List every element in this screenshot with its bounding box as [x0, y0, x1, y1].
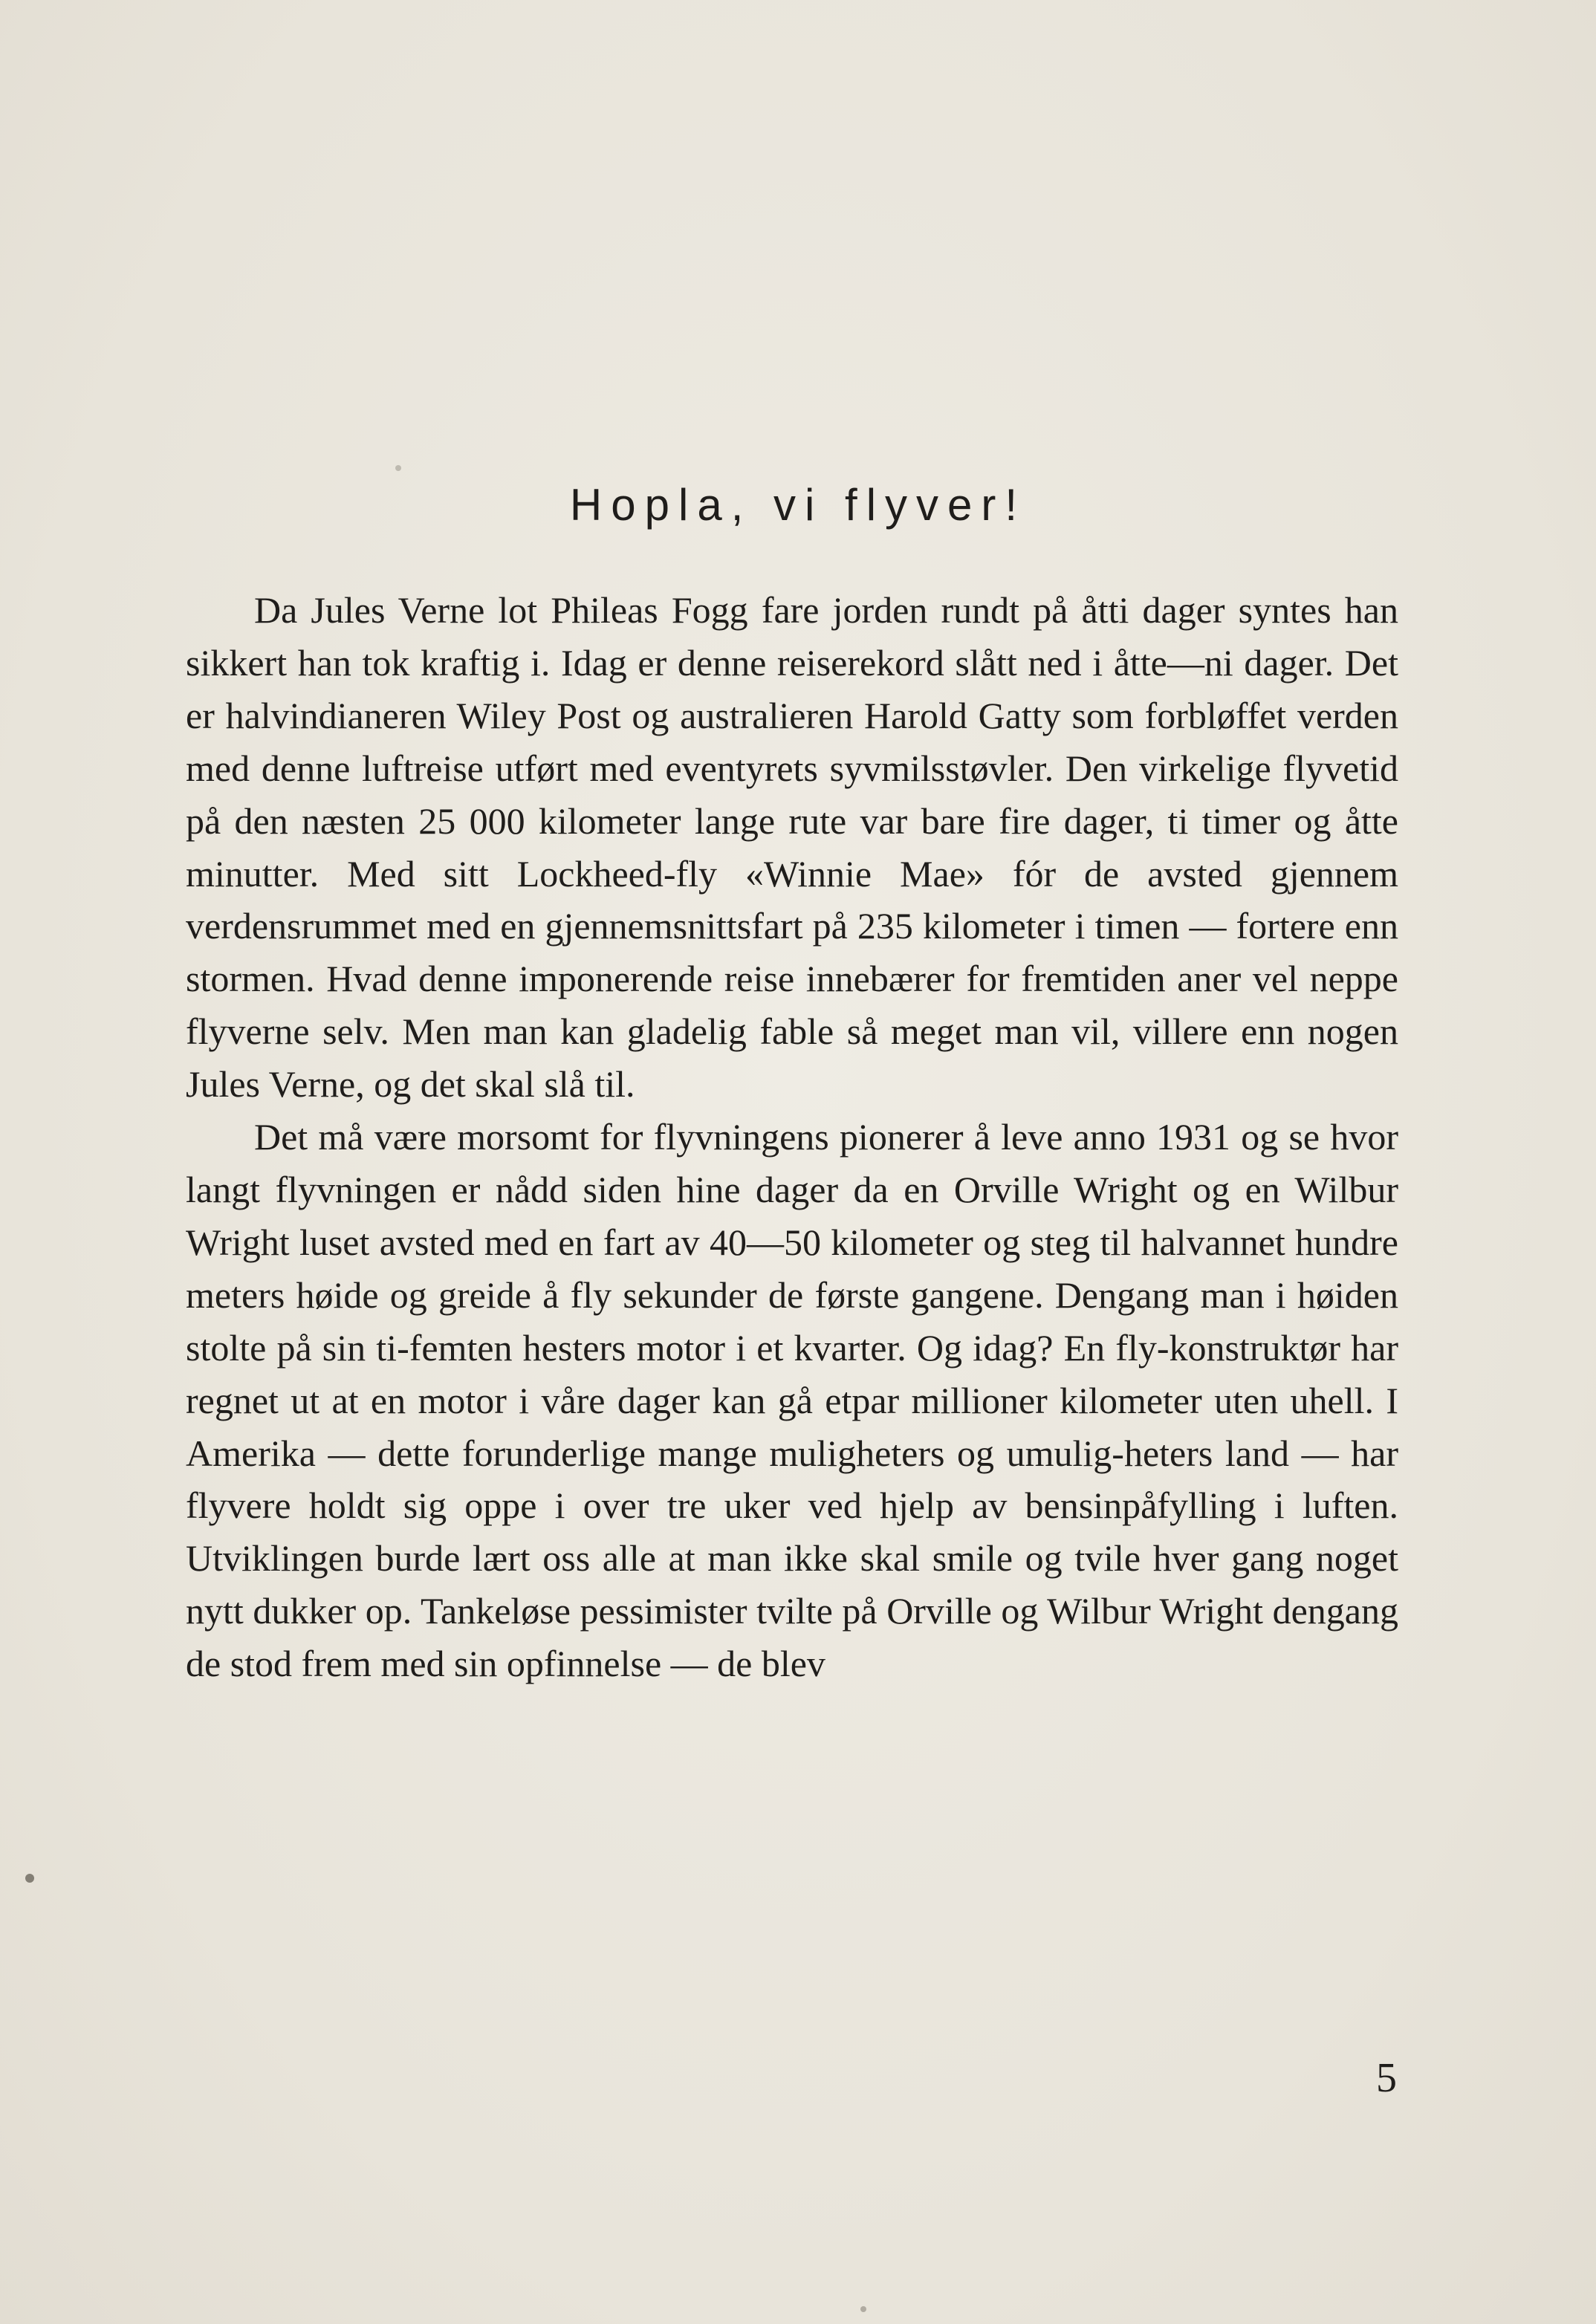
- paragraph-2: Det må være morsomt for flyvningens pionerer å leve anno 1931 og se hvor langt flyvningen er nådd siden hine dager da en Orville Wright og en Wilbur Wright luset avsted med en fart av 40—50 kilometer og steg til halvannet hundre meters høide og greide å fly sekunder de første gangene. Dengang man i høiden stolte på sin ti-femten hesters motor i et kvarter. Og idag? En fly-konstruktør har regnet ut at en motor i våre dager kan gå etpar millioner kilometer uten uhell. I Amerika — dette forunderlige mange muligheters og umulig-heters land — har flyvere holdt sig oppe i over tre uker ved hjelp av bensinpåfylling i luften. Utviklingen burde lært oss alle at man ikke skal smile og tvile hver gang noget nytt dukker op. Tankeløse pessimister tvilte på Orville og Wilbur Wright dengang de stod frem med sin opfinnelse — de blev: [186, 1116, 1398, 1685]
- body-text: [186, 584, 1398, 1690]
- page-number: 5: [1376, 2055, 1397, 2101]
- paragraph-1: Da Jules Verne lot Phileas Fogg fare jorden rundt på åtti dager syntes han sikkert han tok kraftig i. Idag er denne reiserekord slått ned i åtte—ni dager. Det er halvindianeren Wiley Post og australieren Harold Gatty som forbløffet verden med denne luftreise utført med eventyrets syvmilsstøvler. Den virkelige flyvetid på den næsten 25 000 kilometer lange rute var bare fire dager, ti timer og åtte minutter. Med sitt Lockheed-fly «Winnie Mae» fór de avsted gjennem verdensrummet med en gjennemsnittsfart på 235 kilometer i timen — fortere enn stormen. Hvad denne imponerende reise innebærer for fremtiden aner vel neppe flyverne selv. Men man kan gladelig fable så meget man vil, villere enn nogen Jules Verne, og det skal slå til.: [186, 589, 1398, 1106]
- paper-speck: [860, 2306, 866, 2312]
- paper-speck: [395, 465, 401, 471]
- paper-speck: [25, 1874, 34, 1883]
- chapter-title: Hopla, vi flyver!: [569, 480, 1027, 530]
